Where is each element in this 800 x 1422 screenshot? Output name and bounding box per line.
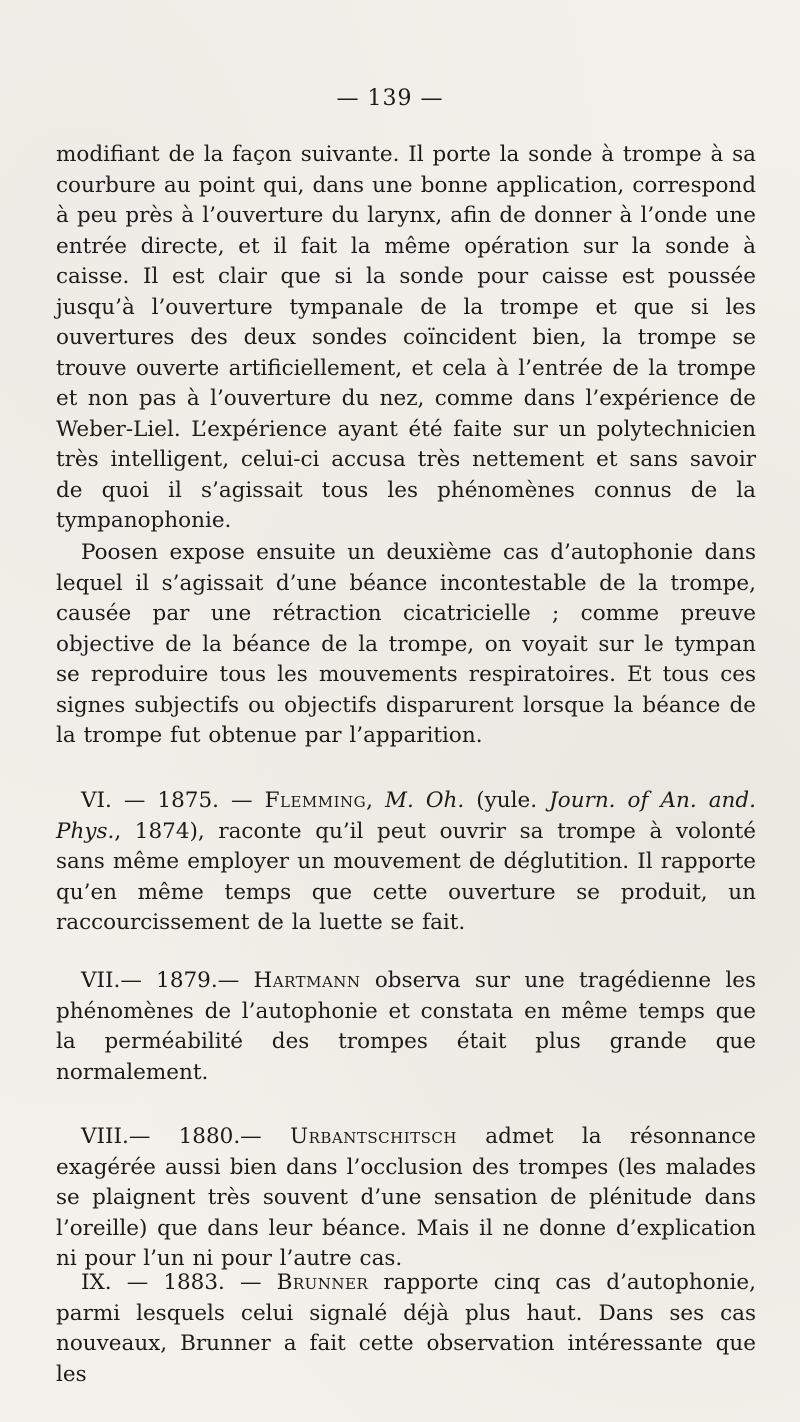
entry-text-part: (yule.	[464, 788, 550, 813]
entry-numeral: VI. — 1875. —	[81, 788, 265, 813]
entry-text-part: admet la résonnance exagérée aussi bien dans l’occlusion des trompes (les malades se plaignent très souvent d’une sensation de plénitude dans l’oreille) que dans leur béance. Mais il ne donne d’explication ni pour l’un ni pour l’autre cas.	[56, 1124, 756, 1271]
entry-vi-flemming	[56, 786, 756, 939]
entry-numeral: VII.— 1879.—	[81, 968, 254, 993]
entry-text	[56, 786, 756, 939]
entry-text	[56, 966, 756, 1088]
author-name: Brunner	[276, 1270, 369, 1295]
entry-text	[56, 1122, 756, 1275]
entry-text-part: ,	[366, 788, 386, 813]
paragraph-poosen	[56, 538, 756, 752]
paragraph-continuation	[56, 140, 756, 537]
entry-numeral: IX. — 1883. —	[81, 1270, 277, 1295]
entry-ix-brunner	[56, 1268, 756, 1390]
reference-name: M. Oh.	[385, 788, 465, 813]
author-name: Hartmann	[253, 968, 361, 993]
reference-journal: Journ. of An. and. Phys.	[56, 788, 756, 844]
author-name: Flemming	[264, 788, 367, 813]
entry-text	[56, 1268, 756, 1390]
entry-text-part: observa sur une tragédienne les phénomènes de l’autophonie et constata en même temps que la perméabilité des trompes était plus grande que normalement.	[56, 968, 756, 1085]
entry-vii-hartmann	[56, 966, 756, 1088]
author-name: Urbantschitsch	[289, 1124, 457, 1149]
paragraph-text: Poosen expose ensuite un deuxième cas d’autophonie dans lequel il s’agissait d’une béance incontestable de la trompe, causée par une rétraction cicatricielle ; comme preuve objective de la béance de la trompe, on voyait sur le tympan se reproduire tous les mouvements respiratoires. Et tous ces signes subjectifs ou objectifs disparurent lorsque la béance de la trompe fut obtenue par l’apparition.	[56, 540, 756, 748]
entry-text-part: rapporte cinq cas d’autophonie, parmi lesquels celui signalé déjà plus haut. Dans ses cas nouveaux, Brunner a fait cette observation intéressante que les	[56, 1270, 756, 1387]
entry-text-part: , 1874), raconte qu’il peut ouvrir sa trompe à volonté sans même employer un mouvement de déglutition. Il rapporte qu’en même temps que cette ouverture se produit, un raccourcissement de la luette se fait.	[56, 818, 756, 935]
entry-numeral: VIII.— 1880.—	[81, 1124, 290, 1149]
entry-viii-urbantschitsch	[56, 1122, 756, 1275]
page-number: — 139 —	[336, 86, 444, 111]
paragraph-text: modifiant de la façon suivante. Il porte la sonde à trompe à sa courbure au point qui, dans une bonne application, correspond à peu près à l’ouverture du larynx, afin de donner à l’onde une entrée directe, et il fait la même opération sur la sonde à caisse. Il est clair que si la sonde pour caisse est poussée jusqu’à l’ouverture tympanale de la trompe et que si les ouvertures des deux sondes coïncident bien, la trompe se trouve ouverte artificiellement, et cela à l’entrée de la trompe et non pas à l’ouverture du nez, comme dans l’expérience de Weber-Liel. L’expérience ayant été faite sur un polytechnicien très intelligent, celui-ci accusa très nettement et sans savoir de quoi il s’agissait tous les phénomènes connus de la tympanophonie.	[56, 142, 756, 533]
